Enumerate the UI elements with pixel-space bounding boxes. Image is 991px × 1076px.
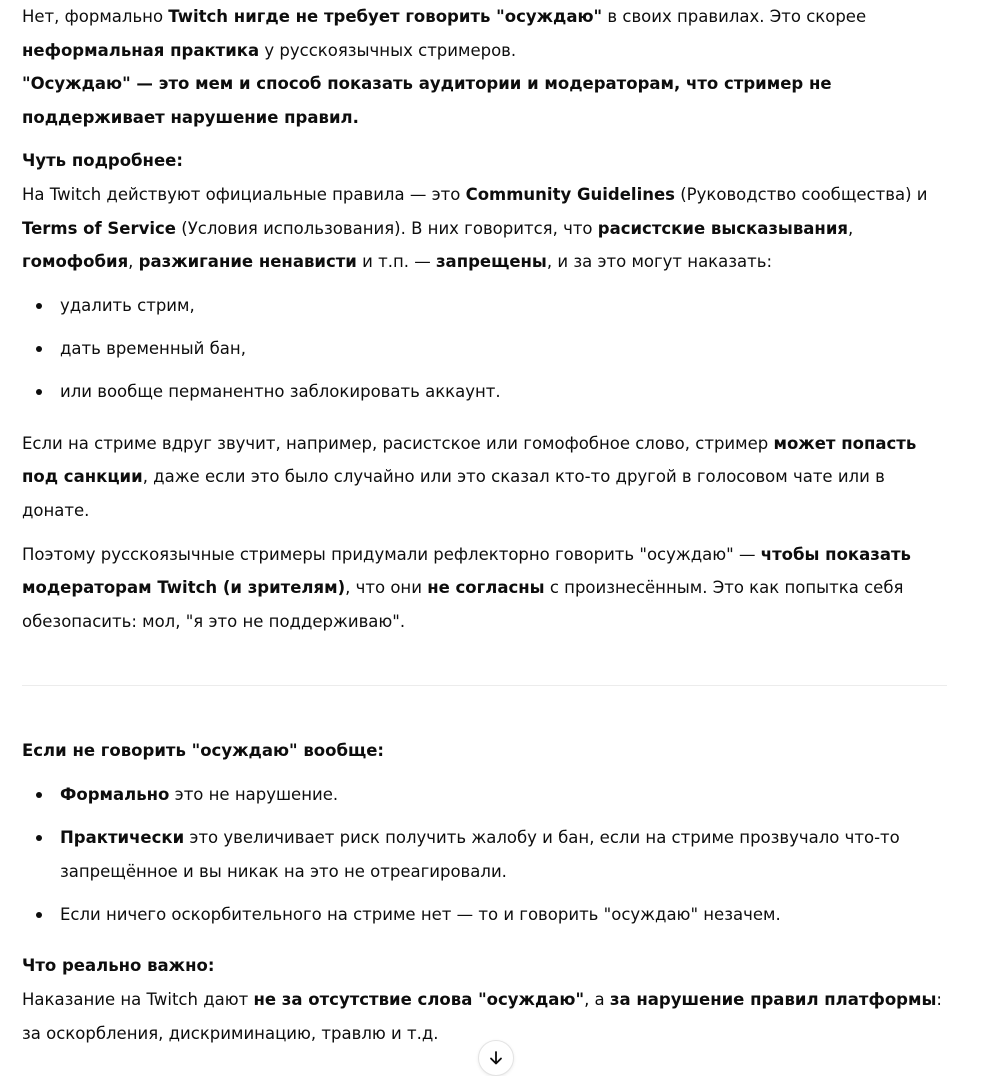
chat-message-content — [22, 0, 947, 1050]
bullet-icon — [36, 912, 42, 918]
bold-text: за нарушение правил платформы — [609, 990, 937, 1010]
list-item-text: Если ничего оскорбительного на стриме нет — то и говорить "осуждаю" незачем. — [60, 904, 781, 924]
bold-text: "Осуждаю" — это мем и способ показать аудитории и модераторам, что стример не поддерживает нарушение правил. — [22, 74, 832, 127]
heading-text: Чуть подробнее: — [22, 151, 183, 171]
heading-details — [22, 144, 947, 178]
list-item — [22, 778, 947, 812]
heading-what-matters — [22, 949, 947, 983]
text: в своих правилах. Это скорее — [602, 7, 867, 26]
text: На Twitch действуют официальные правила — это — [22, 184, 466, 204]
bold-text: запрещены — [435, 252, 547, 272]
text: (Руководство сообщества) и — [674, 184, 928, 204]
paragraph-intro — [22, 0, 947, 67]
bold-text: гомофобия — [22, 252, 129, 272]
bullet-icon — [36, 346, 42, 352]
paragraph-meme — [22, 67, 947, 134]
text: , а — [584, 990, 610, 1010]
bold-text: Формально — [60, 784, 170, 804]
text: Поэтому русскоязычные стримеры придумали рефлекторно говорить "осуждаю" — — [22, 544, 761, 564]
bold-text: Twitch нигде не требует говорить "осуждаю" — [168, 7, 603, 26]
list-item — [22, 332, 947, 366]
bullet-icon — [36, 835, 42, 841]
text: , — [848, 218, 854, 238]
text: (Условия использования). В них говорится, что — [176, 218, 598, 238]
punishment-list — [22, 289, 947, 409]
text: , даже если это было случайно или это сказал кто-то другой в голосовом чате или в донате. — [22, 467, 885, 520]
text: : за оскорбления, дискриминацию, травлю и т.д. — [22, 990, 942, 1043]
bold-text: не за отсутствие слова "осуждаю" — [253, 990, 585, 1010]
list-item — [22, 898, 947, 932]
text: у русскоязычных стримеров. — [259, 40, 517, 60]
paragraph-sanctions — [22, 427, 947, 528]
bold-text: неформальная практика — [22, 40, 260, 60]
bullet-icon — [36, 389, 42, 395]
list-item-text: или вообще перманентно заблокировать аккаунт. — [60, 382, 501, 402]
list-item — [22, 289, 947, 323]
bullet-icon — [36, 303, 42, 309]
bold-text: Практически — [60, 828, 185, 848]
bold-text: может попасть под санкции — [22, 433, 917, 487]
text: Нет, формально — [22, 7, 169, 26]
text: Если на стриме вдруг звучит, например, расистское или гомофобное слово, стример — [22, 433, 774, 453]
heading-text: Если не говорить "осуждаю" вообще: — [22, 741, 385, 761]
text: , что они — [345, 578, 428, 598]
bold-text: разжигание ненависти — [138, 252, 357, 272]
bold-text: не согласны — [427, 578, 545, 598]
list-item-text: это увеличивает риск получить жалобу и бан, если на стриме прозвучало что-то запрещённое и вы никак на это не отреагировали. — [60, 828, 900, 881]
bold-text: Community Guidelines — [465, 184, 675, 204]
text: , — [128, 252, 139, 272]
bold-text: расистские высказывания — [597, 218, 848, 238]
text: с произнесённым. Это как попытка себя обезопасить: мол, "я это не поддерживаю". — [22, 578, 904, 631]
bold-text: Terms of Service — [22, 218, 177, 238]
list-item — [22, 375, 947, 409]
list-item-text: это не нарушение. — [169, 784, 339, 804]
scroll-to-bottom-button[interactable] — [478, 1040, 514, 1076]
paragraph-reason — [22, 538, 947, 639]
text: и т.п. — — [356, 252, 436, 272]
consequences-list — [22, 778, 947, 932]
list-item-text: дать временный бан, — [60, 338, 246, 358]
section-divider — [22, 685, 947, 686]
bold-text: чтобы показать модераторам Twitch (и зрителям) — [22, 544, 911, 598]
text: Наказание на Twitch дают — [22, 990, 254, 1010]
heading-if-not-saying — [22, 734, 947, 768]
text: , и за это могут наказать: — [546, 252, 773, 272]
arrow-down-icon — [487, 1049, 505, 1067]
paragraph-punishment — [22, 983, 947, 1050]
list-item-text: удалить стрим, — [60, 295, 195, 315]
list-item — [22, 821, 947, 888]
bullet-icon — [36, 792, 42, 798]
paragraph-rules — [22, 178, 947, 279]
heading-text: Что реально важно: — [22, 956, 215, 976]
